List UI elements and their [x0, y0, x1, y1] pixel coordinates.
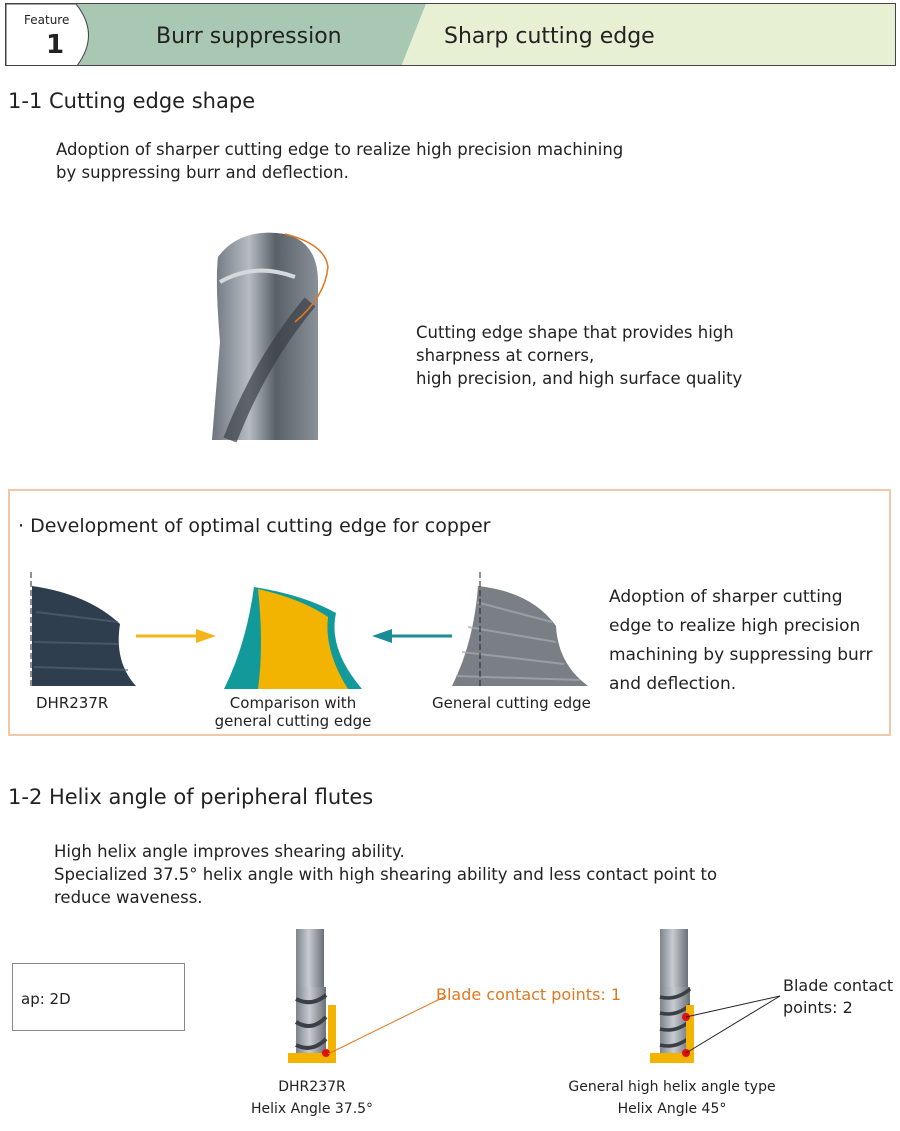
label-comparison-line1: Comparison with — [229, 694, 357, 712]
arrow-left-icon — [370, 626, 452, 646]
feature-header — [5, 3, 896, 66]
dev-desc-line3: machining by suppressing burr — [609, 645, 873, 665]
development-title: · Development of optimal cutting edge for copper — [18, 515, 491, 537]
tool-right-name: General high helix angle type — [568, 1079, 776, 1095]
tab-burr-suppression: Burr suppression — [156, 24, 342, 49]
ap-box — [12, 963, 185, 1031]
dev-desc-line1: Adoption of sharper cutting — [609, 587, 843, 607]
caption-line2: sharpness at corners, — [416, 346, 595, 365]
tab-sharp-cutting-edge: Sharp cutting edge — [444, 24, 655, 49]
section2-intro-line1: High helix angle improves shearing ability. — [54, 842, 405, 861]
feature-number: 1 — [46, 30, 65, 60]
callout-lines-right — [680, 990, 790, 1062]
callout-blade-contact-1: Blade contact points: 1 — [436, 985, 622, 1004]
callout-line-left — [320, 990, 450, 1062]
label-comparison-line2: general cutting edge — [214, 712, 372, 730]
section2-intro-line2: Specialized 37.5° helix angle with high shearing ability and less contact point to — [54, 865, 718, 884]
general-edge-image — [452, 572, 592, 690]
dhr237r-edge-image — [28, 572, 138, 690]
section1-intro-line2: by suppressing burr and deflection. — [56, 163, 349, 182]
tool-right-caption — [552, 1076, 792, 1120]
ap-label: ap: 2D — [21, 990, 71, 1008]
section-title-helix-angle: 1-2 Helix angle of peripheral flutes — [8, 785, 374, 809]
callout-right-line1: Blade contact — [783, 976, 894, 995]
caption-line1: Cutting edge shape that provides high — [416, 323, 734, 342]
end-mill-tip-image — [200, 222, 340, 442]
label-dhr237r: DHR237R — [36, 694, 109, 712]
tool-left-name: DHR237R — [278, 1079, 346, 1095]
arrow-right-icon — [136, 626, 218, 646]
cutting-edge-caption — [416, 321, 742, 390]
tool-left-angle: Helix Angle 37.5° — [250, 1101, 374, 1117]
caption-line3: high precision, and high surface quality — [416, 369, 743, 388]
label-general-edge: General cutting edge — [432, 694, 591, 712]
tool-left-caption — [222, 1076, 402, 1120]
section1-intro — [56, 138, 623, 184]
section-title-cutting-edge-shape: 1-1 Cutting edge shape — [8, 89, 256, 113]
section2-intro-line3: reduce waveness. — [54, 888, 203, 907]
tool-right-angle: Helix Angle 45° — [617, 1101, 727, 1117]
feature-label: Feature — [24, 13, 70, 27]
section1-intro-line1: Adoption of sharper cutting edge to realize high precision machining — [56, 140, 624, 159]
section2-intro — [54, 840, 717, 909]
dev-desc-line4: and deflection. — [609, 674, 737, 694]
callout-right-line2: points: 2 — [783, 998, 853, 1017]
callout-blade-contact-2 — [783, 975, 893, 1019]
comparison-edge-image — [224, 585, 364, 691]
development-description — [609, 583, 872, 699]
label-comparison — [205, 694, 381, 730]
dev-desc-line2: edge to realize high precision — [609, 616, 861, 636]
